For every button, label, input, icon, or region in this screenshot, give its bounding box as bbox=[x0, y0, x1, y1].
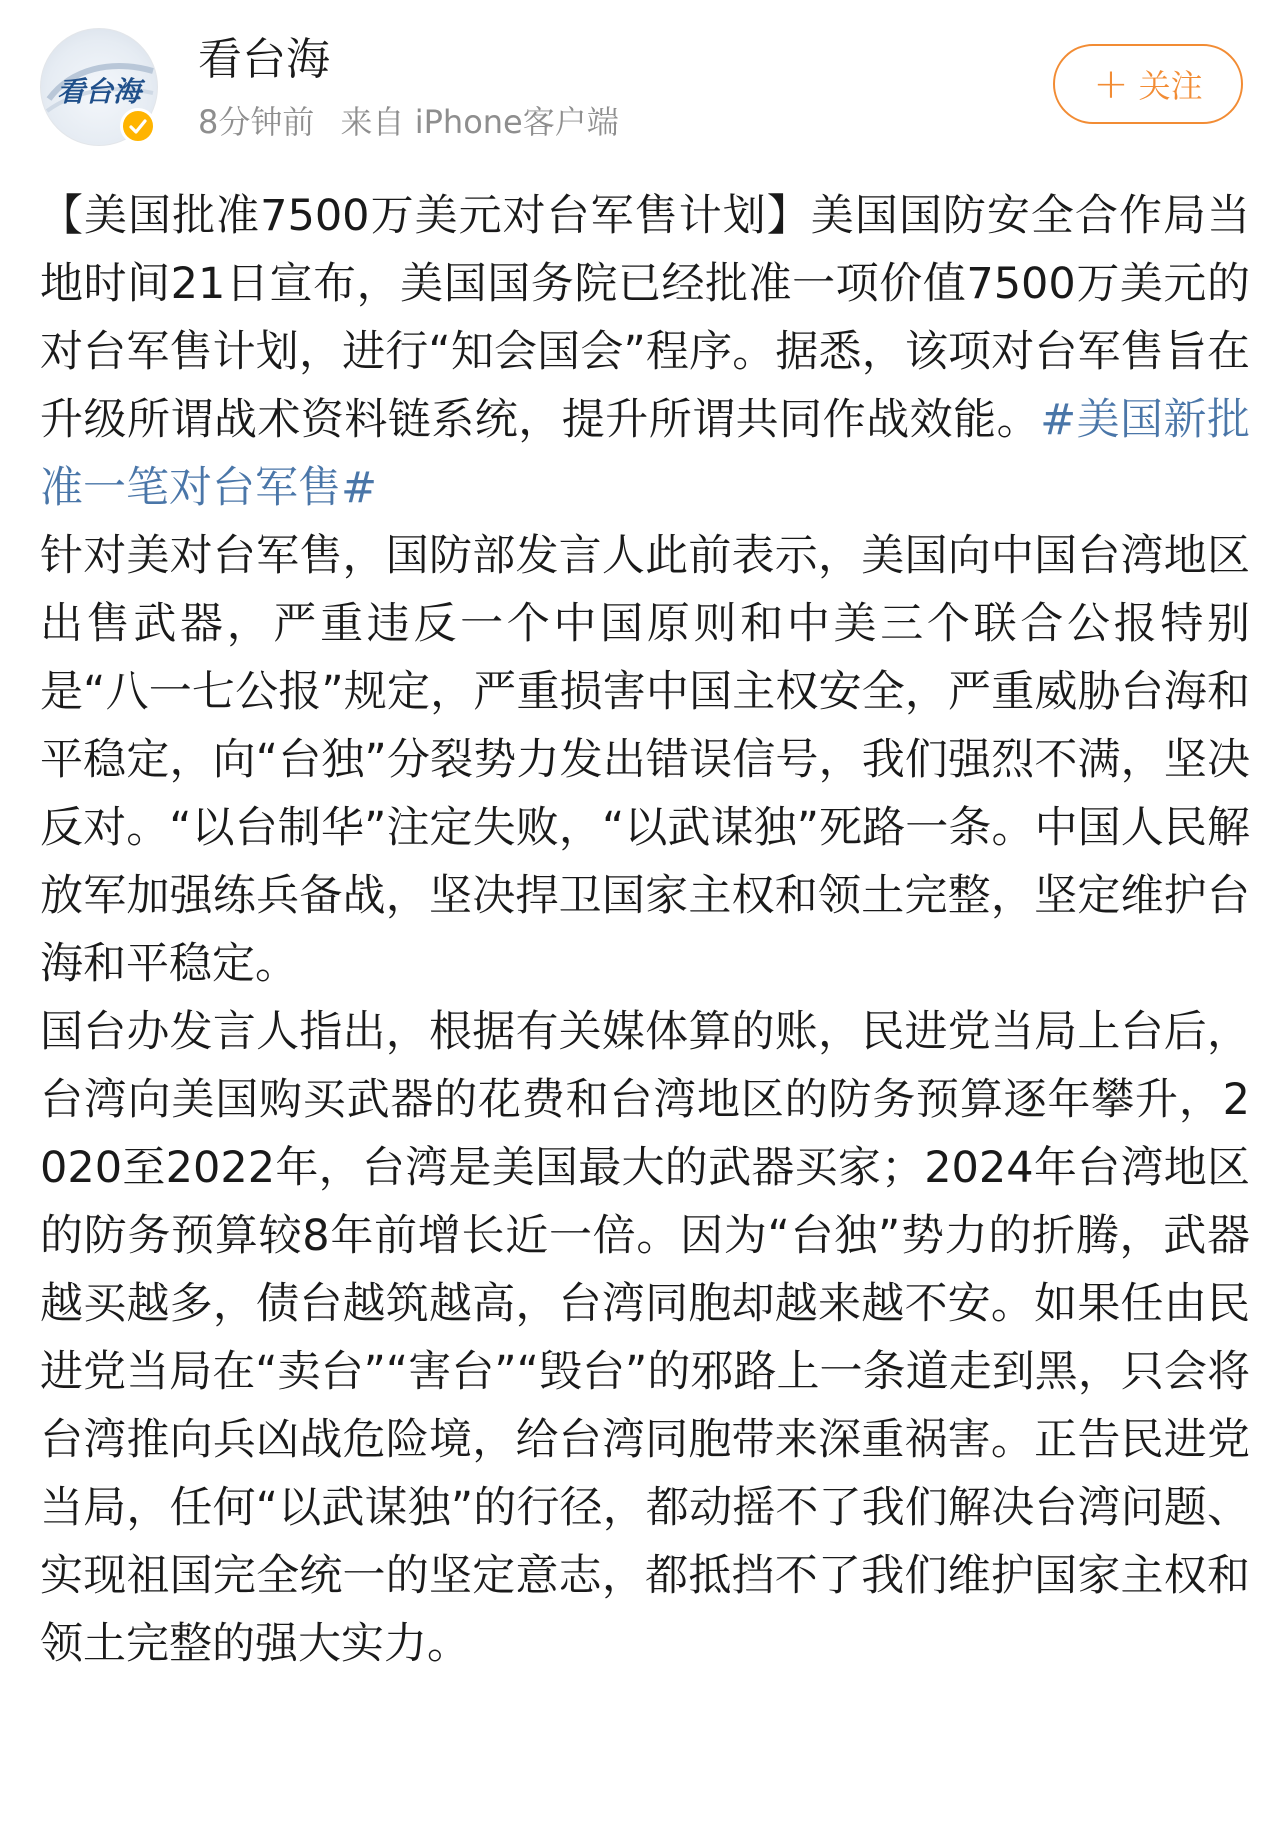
user-name[interactable]: 看台海 bbox=[198, 34, 330, 85]
post-source: 来自 iPhone客户端 bbox=[340, 103, 619, 141]
post-paragraph: 针对美对台军售，国防部发言人此前表示，美国向中国台湾地区出售武器，严重违反一个中国原则和中美三个联合公报特别是“八一七公报”规定，严重损害中国主权安全，严重威胁台海和平稳定，向“台独”分裂势力发出错误信号，我们强烈不满，坚决反对。“以台制华”注定失败，“以武谋独”死路一条。中国人民解放军加强练兵备战，坚决捍卫国家主权和领土完整，坚定维护台海和平稳定。 bbox=[40, 531, 1250, 989]
verified-badge-icon bbox=[120, 108, 156, 144]
post-body bbox=[40, 182, 1250, 1678]
post-time: 8分钟前 bbox=[198, 103, 315, 141]
post-paragraph: 国台办发言人指出，根据有关媒体算的账，民进党当局上台后，台湾向美国购买武器的花费和台湾地区的防务预算逐年攀升，2020至2022年，台湾是美国最大的武器买家；2024年台湾地区的防务预算较8年前增长近一倍。因为“台独”势力的折腾，武器越买越多，债台越筑越高，台湾同胞却越来越不安。如果任由民进党当局在“卖台”“害台”“毁台”的邪路上一条道走到黑，只会将台湾推向兵凶战危险境，给台湾同胞带来深重祸害。正告民进党当局，任何“以武谋独”的行径，都动摇不了我们解决台湾问题、实现祖国完全统一的坚定意志，都抵挡不了我们维护国家主权和领土完整的强大实力。 bbox=[40, 1007, 1250, 1669]
follow-button[interactable] bbox=[1053, 44, 1243, 124]
svg-text:看台海: 看台海 bbox=[56, 75, 142, 108]
plus-icon: + bbox=[1093, 59, 1129, 108]
hashtag-link[interactable]: #美国新批准一笔对台军售# bbox=[40, 395, 1251, 513]
follow-label: 关注 bbox=[1138, 67, 1203, 105]
post-header bbox=[0, 0, 1284, 160]
post-paragraph bbox=[40, 182, 1250, 522]
post-meta bbox=[198, 102, 619, 142]
post-paragraph-text: 【美国批准7500万美元对台军售计划】美国国防安全合作局当地时间21日宣布，美国国务院已经批准一项价值7500万美元的对台军售计划，进行“知会国会”程序。据悉，该项对台军售旨在升级所谓战术资料链系统，提升所谓共同作战效能。 bbox=[40, 191, 1250, 445]
